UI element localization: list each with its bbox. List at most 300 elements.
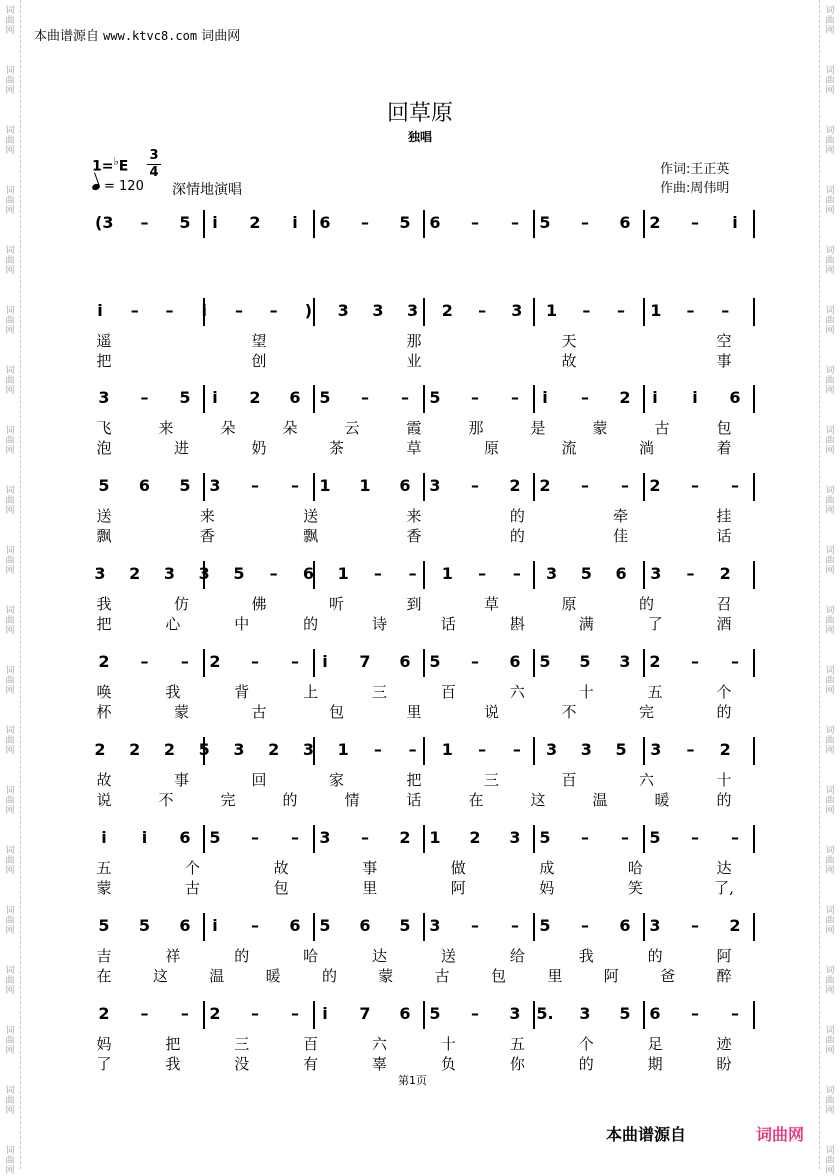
bar-line [203,210,205,238]
note: 3 [407,301,419,320]
note: – [251,828,259,847]
lyric-syllable: 奶 [251,439,267,457]
lyric-syllable: 中 [234,615,250,633]
watermark-text: 词 曲 网 [825,246,835,276]
lyric-syllable: 完 [220,791,236,809]
note: – [361,828,369,847]
note: – [165,301,174,320]
lyric-syllable: 背 [234,683,250,701]
note: – [471,652,479,671]
watermark-text: 词 曲 网 [825,126,835,156]
lyric-syllable: 笑 [627,879,643,897]
lyric-syllable: 达 [716,859,732,877]
tempo-marking: = 120 [92,179,144,194]
note: 5 [233,564,245,583]
lyric-syllable: 爸 [660,967,676,985]
note: – [180,652,189,671]
footer-source-label: 本曲谱源自 [606,1125,687,1144]
note: – [691,652,699,671]
song-title: 回草原 [386,101,453,126]
note: i [322,1004,328,1023]
bar-line [423,913,425,941]
note: – [581,916,589,935]
lyric-syllable: 没 [234,1055,250,1073]
lyric-syllable: 遥 [96,332,112,350]
right-margin-watermark [819,0,840,1176]
note: 5 [179,213,191,232]
bar-line [423,1001,425,1029]
note: – [251,476,259,495]
note: 3 [209,476,221,495]
lyric-syllable: 足 [647,1035,663,1053]
lyric-syllable: 事 [362,859,378,877]
lyric-syllable: 这 [152,967,168,985]
note: 2 [249,388,261,407]
note: 3 [649,916,661,935]
note: 1 [546,301,558,320]
watermark-text: 词 曲 网 [825,966,835,996]
note: i [212,388,218,407]
note: – [471,213,479,232]
bar-line [423,737,425,765]
credits [660,160,729,198]
lyric-syllable: 的 [509,507,525,525]
note: i [732,213,738,232]
lyric-syllable: 草 [406,439,422,457]
note: 2 [509,476,521,495]
lyric-syllable: 空 [716,332,732,350]
note: – [471,916,479,935]
lyric-syllable: 成 [539,859,555,877]
lyric-syllable: 包 [716,419,732,437]
lyric-syllable: 有 [303,1055,319,1073]
lyric-syllable: 的 [321,967,337,985]
lyric-syllable: 个 [716,683,732,701]
note: i [652,388,658,407]
note: – [180,1004,189,1023]
bar-line [423,825,425,853]
lyric-syllable: 的 [234,947,250,965]
bar-line [533,913,535,941]
note: – [581,213,589,232]
lyric-syllable: 祥 [165,947,181,965]
lyric-syllable: 六 [372,1035,388,1053]
bar-line [643,825,645,853]
note: – [512,564,521,583]
lyric-syllable: 故 [561,352,577,370]
lyric-syllable: 佳 [613,527,629,545]
lyric-syllable: 古 [434,967,450,985]
lyric-syllable: 个 [185,859,201,877]
bar-line [533,385,535,413]
lyric-syllable: 朵 [282,419,298,437]
lyric-syllable: 阿 [603,967,619,985]
note: 6 [359,916,371,935]
note: – [686,301,695,320]
note: 5 [539,916,551,935]
note: – [251,652,259,671]
note: 5 [539,652,551,671]
lyric-syllable: 说 [483,703,499,721]
lyric-syllable: 原 [483,439,499,457]
lyric-syllable: 包 [328,703,344,721]
note: – [731,652,739,671]
lyric-syllable: 我 [165,683,181,701]
note: 6 [319,213,331,232]
note: 2 [209,1004,221,1023]
lyric-syllable: 温 [209,967,225,985]
lyric-syllable: 满 [578,615,594,633]
bar-line [313,210,315,238]
lyric-syllable: 霞 [406,419,422,437]
note: 1 [319,476,331,495]
note: 1 [337,740,349,759]
lyric-syllable: 把 [96,615,112,633]
lyric-syllable: 的 [716,703,732,721]
note: 5 [98,476,110,495]
bar-line [753,210,755,238]
watermark-text: 词 曲 网 [5,906,15,936]
watermark-text: 词 曲 网 [825,1146,835,1176]
note: 5 [579,652,591,671]
lyric-syllable: 把 [165,1035,181,1053]
note: 5 [319,916,331,935]
bar-line [643,473,645,501]
note: 6 [289,916,301,935]
note: – [686,564,695,583]
lyric-syllable: 里 [547,967,563,985]
note: – [478,301,487,320]
lyric-syllable: 不 [158,791,174,809]
note: 3 [233,740,245,759]
bar-line [203,385,205,413]
lyric-syllable: 迹 [716,1035,732,1053]
note: 3 [650,740,662,759]
note: – [408,564,417,583]
note: 3 [429,476,441,495]
note: i [201,301,207,320]
lyric-syllable: 草 [483,595,499,613]
lyric-syllable: 挂 [716,507,732,525]
note: 3 [372,301,384,320]
lyric-syllable: 暖 [265,967,281,985]
note: 3 [429,916,441,935]
note: 5 [539,213,551,232]
note: 3 [579,1004,591,1023]
composer: 作曲:周伟明 [660,181,730,196]
note: 2 [619,388,631,407]
note: 2 [98,652,110,671]
note: – [731,1004,739,1023]
note: – [511,213,519,232]
lyric-syllable: 完 [638,703,654,721]
lyric-syllable: 事 [173,771,189,789]
note: – [471,388,479,407]
note: – [140,652,149,671]
note: 2 [649,476,661,495]
bar-line [753,561,755,589]
lyric-syllable: 杯 [96,703,112,721]
note: – [581,388,589,407]
lyric-syllable: 听 [328,595,344,613]
lyric-syllable: 做 [450,859,466,877]
lyric-syllable: 来 [406,507,422,525]
lyric-syllable: 那 [406,332,422,350]
note: – [140,1004,149,1023]
note: – [617,301,626,320]
lyric-syllable: 我 [165,1055,181,1073]
lyric-syllable: 原 [561,595,577,613]
note: 2 [209,652,221,671]
note: 5 [98,916,110,935]
lyric-syllable: 古 [185,879,201,897]
lyric-syllable: 把 [96,352,112,370]
note: 5 [619,1004,631,1023]
note: 5 [399,916,411,935]
note: – [291,476,299,495]
lyric-syllable: 阿 [716,947,732,965]
note: 6 [399,476,411,495]
note: 2 [129,740,141,759]
lyric-syllable: 佛 [251,595,267,613]
lyric-syllable: 阿 [450,879,466,897]
note: 6 [509,652,521,671]
bar-line [643,913,645,941]
note: 6 [138,476,151,495]
watermark-text: 词 曲 网 [5,1146,15,1176]
lyric-syllable: 十 [716,771,732,789]
note: – [581,828,589,847]
bar-line [313,913,315,941]
note: i [212,916,218,935]
lyric-syllable: 了 [96,1055,112,1073]
lyric-syllable: 进 [173,439,189,457]
lyric-syllable: 说 [96,791,112,809]
lyric-syllable: 十 [578,683,594,701]
note: 2 [719,564,731,583]
note: – [721,301,730,320]
lyric-syllable: 情 [344,791,360,809]
lyric-syllable: 期 [647,1055,663,1073]
lyric-syllable: 诗 [372,615,388,633]
note: – [291,652,299,671]
lyric-syllable: 哈 [627,859,643,877]
note: 3 [98,388,110,407]
watermark-text: 词 曲 网 [5,666,15,696]
source-url[interactable]: www.ktvc8.com [103,29,198,43]
lyric-syllable: 话 [716,527,732,545]
watermark-text: 词 曲 网 [5,366,15,396]
note: 1 [359,476,371,495]
bar-line [643,298,645,326]
note: 3 [619,652,631,671]
lyric-syllable: 的 [716,791,732,809]
lyric-syllable: 百 [440,683,456,701]
lyric-syllable: 不 [561,703,577,721]
note: 3 [198,564,210,583]
left-margin-watermark [0,0,21,1176]
watermark-text: 词 曲 网 [825,66,835,96]
note: 6 [302,564,314,583]
lyric-syllable: 盼 [716,1055,732,1073]
lyric-syllable: 的 [647,947,663,965]
note: 2 [539,476,551,495]
note: – [471,1004,479,1023]
bar-line [533,649,535,677]
page-number: 第1页 [398,1074,427,1087]
lyric-syllable: 的 [638,595,654,613]
watermark-text: 词 曲 网 [825,786,835,816]
note: – [478,740,487,759]
note: 6 [649,1004,661,1023]
note: 5 [319,388,331,407]
lyric-syllable: 蒙 [378,967,394,985]
note: 2 [649,652,661,671]
lyric-syllable: 五 [509,1035,525,1053]
lyric-syllable: 的 [509,527,525,545]
lyric-syllable: 达 [372,947,388,965]
note: i [101,828,107,847]
note: 2 [399,828,411,847]
lyric-syllable: 送 [96,507,112,525]
watermark-text: 词 曲 网 [5,846,15,876]
lyric-syllable: 里 [406,703,422,721]
bar-line [643,385,645,413]
note: – [511,388,519,407]
source-site[interactable]: 词曲网 [201,29,241,44]
note: 1 [429,828,441,847]
expression-marking: 深情地演唱 [172,182,242,198]
bar-line [533,561,535,589]
lyric-syllable: 创 [251,352,267,370]
lyric-syllable: 话 [440,615,456,633]
lyric-syllable: 六 [638,771,654,789]
bar-line [643,210,645,238]
watermark-text: 词 曲 网 [825,486,835,516]
note: – [130,301,139,320]
watermark-text: 词 曲 网 [5,966,15,996]
note: 2 [469,828,481,847]
bar-line [753,298,755,326]
watermark-text: 词 曲 网 [5,606,15,636]
note: 2 [441,301,453,320]
note: i [141,828,148,847]
lyric-syllable: 了, [714,879,734,897]
note: – [582,301,591,320]
lyric-syllable: 飞 [96,419,112,437]
bar-line [203,825,205,853]
lyric-syllable: 五 [647,683,663,701]
note: 3 [163,564,176,583]
lyric-syllable: 你 [509,1055,525,1073]
lyric-syllable: 暖 [654,791,670,809]
note: 7 [359,1004,371,1023]
note: 2 [268,740,280,759]
lyric-syllable: 话 [406,791,422,809]
lyric-syllable: 来 [199,507,215,525]
lyric-syllable: 蒙 [96,879,112,897]
lyric-syllable: 六 [509,683,525,701]
note: 5 [138,916,151,935]
lyric-syllable: 温 [592,791,608,809]
lyric-syllable: 流 [561,439,577,457]
note: 2 [129,564,141,583]
watermark-text: 词 曲 网 [5,6,15,36]
lyric-syllable: 哈 [303,947,319,965]
note: – [691,213,699,232]
note: ) [304,301,313,320]
lyric-syllable: 十 [440,1035,456,1053]
lyric-syllable: 望 [251,332,267,350]
top-source-line [34,25,240,44]
bar-line [423,298,425,326]
lyric-syllable: 业 [406,352,422,370]
note: 2 [98,1004,110,1023]
note: 6 [615,564,627,583]
bar-line [203,1001,205,1029]
note: – [691,1004,699,1023]
lyric-syllable: 来 [158,419,174,437]
note: 6 [729,388,741,407]
footer-brand[interactable]: 词曲网 [756,1125,805,1144]
watermark-text: 词 曲 网 [825,546,835,576]
bar-line [203,649,205,677]
quarter-note-icon [91,183,101,191]
note: 5 [429,1004,441,1023]
note: 1 [441,564,453,583]
bar-line [753,385,755,413]
note: i [97,301,103,320]
watermark-text: 词 曲 网 [825,666,835,696]
note: – [234,301,243,320]
lyric-syllable: 的 [303,615,319,633]
watermark-text: 词 曲 网 [825,306,835,336]
bar-line [423,210,425,238]
watermark-text: 词 曲 网 [5,426,15,456]
watermark-text: 词 曲 网 [5,486,15,516]
note: 6 [619,916,631,935]
note: 6 [179,828,191,847]
note: – [401,388,409,407]
bar-line [753,825,755,853]
note: – [251,1004,259,1023]
note: 5 [429,652,441,671]
note: 3 [302,740,314,759]
watermark-text: 词 曲 网 [825,726,835,756]
lyric-syllable: 在 [468,791,484,809]
lyric-syllable: 蒙 [173,703,189,721]
note: – [291,828,299,847]
note: 6 [399,652,411,671]
watermark-text: 词 曲 网 [825,366,835,396]
bar-line [313,385,315,413]
note: 3 [580,740,592,759]
lyric-syllable: 的 [578,1055,594,1073]
bar-line [203,473,205,501]
note: 1 [650,301,662,320]
lyric-syllable: 古 [251,703,267,721]
lyric-syllable: 三 [234,1035,250,1053]
note: 2 [649,213,661,232]
lyric-syllable: 蒙 [592,419,608,437]
lyric-syllable: 妈 [96,1035,112,1053]
bar-line [313,825,315,853]
lyric-syllable: 上 [303,683,319,701]
watermark-text: 词 曲 网 [5,546,15,576]
watermark-text: 词 曲 网 [5,246,15,276]
bar-line [643,649,645,677]
key-signature: 1=♭E [92,155,129,175]
